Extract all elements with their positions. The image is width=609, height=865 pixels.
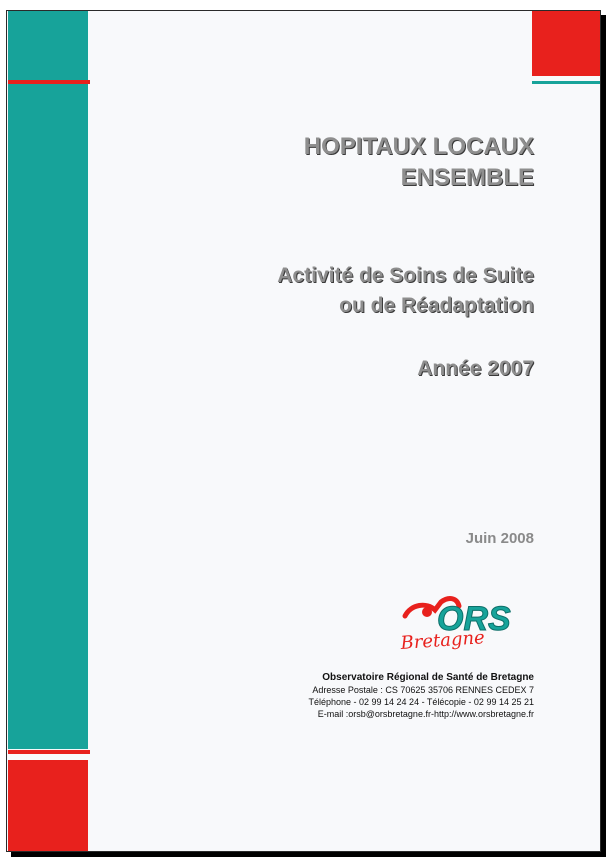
subtitle-line-2: ou de Réadaptation (339, 294, 534, 317)
cover-page (6, 10, 601, 852)
publication-date: Juin 2008 (465, 530, 534, 547)
ors-bretagne-logo-icon (397, 594, 512, 654)
email-web: E-mail :orsb@orsbretagne.fr-http://www.orsbretagne.fr (317, 709, 534, 719)
phone-fax: Téléphone - 02 99 14 24 24 - Télécopie - 02 99 14 25 21 (308, 697, 534, 707)
document-title (304, 131, 534, 193)
logo-bretagne-text: Bretagne (399, 627, 486, 654)
subtitle-line-1: Activité de Soins de Suite (277, 264, 534, 287)
teal-accent-line-top-right (532, 81, 600, 84)
red-block-bottom (8, 760, 88, 851)
title-line-2: ENSEMBLE (400, 164, 534, 191)
title-line-1: HOPITAUX LOCAUX (303, 133, 534, 160)
logo-ors-text: ORS (437, 600, 511, 638)
red-block-top-right (532, 11, 600, 76)
organization-name: Observatoire Régional de Santé de Bretagne (322, 672, 534, 683)
teal-side-band (8, 11, 88, 749)
red-accent-line-bottom (8, 750, 90, 754)
footer-contact (308, 671, 534, 720)
red-accent-line-top (8, 80, 90, 84)
document-subtitle (277, 261, 534, 321)
postal-address: Adresse Postale : CS 70625 35706 RENNES CEDEX 7 (312, 685, 534, 695)
document-year: Année 2007 (417, 357, 534, 380)
